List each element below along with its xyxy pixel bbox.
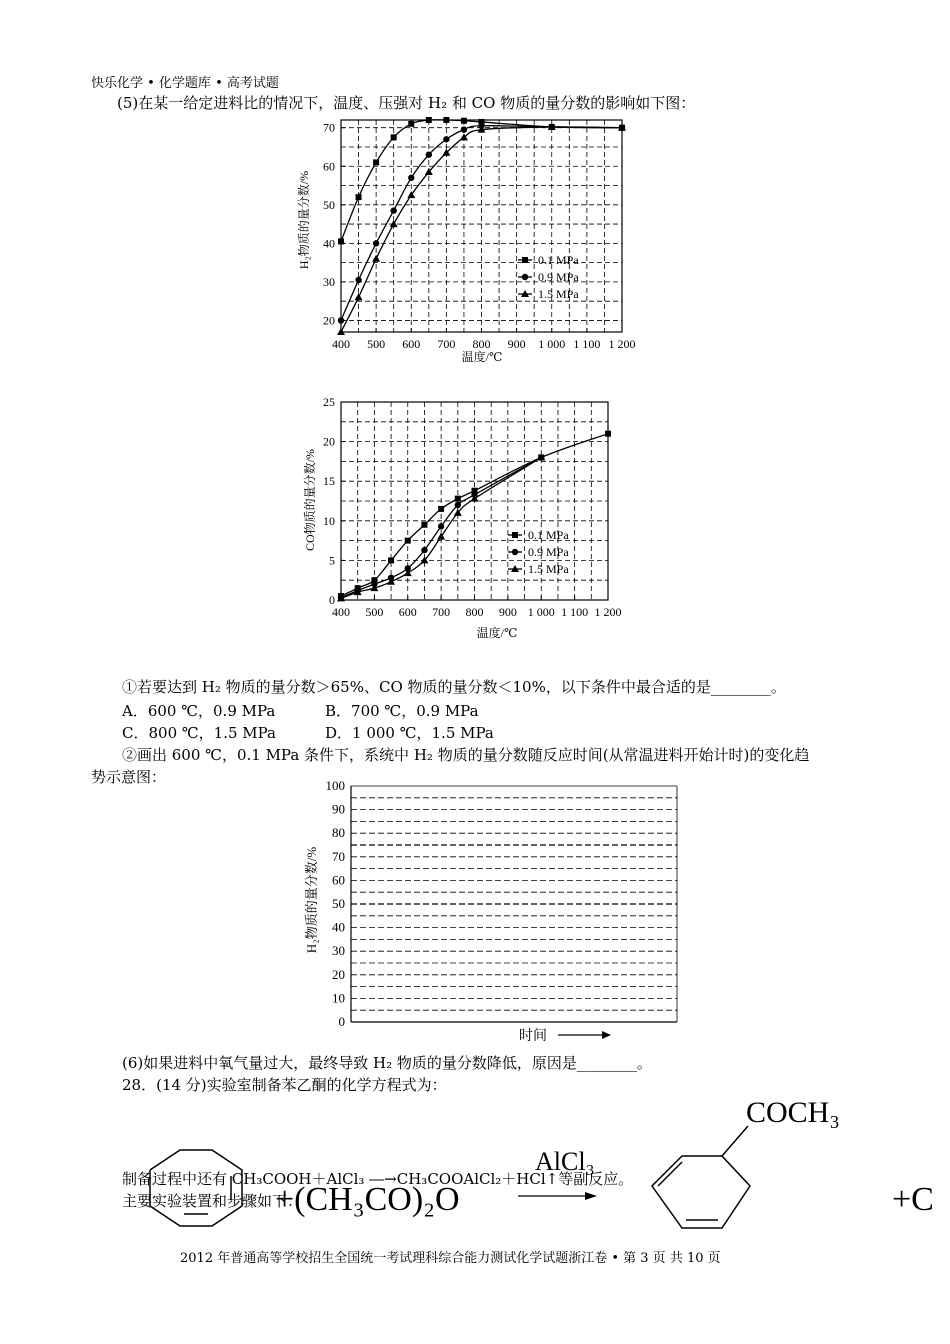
data-point: [390, 220, 398, 227]
q6: (6)如果进料中氧气量过大，最终导致 H₂ 物质的量分数降低，原因是________。: [122, 1054, 652, 1072]
data-point: [355, 277, 361, 283]
page-footer: 2012 年普通高等学校招生全国统一考试理科综合能力测试化学试题浙江卷 • 第 3 页 共 10 页: [180, 1251, 721, 1266]
data-point: [461, 126, 467, 132]
y-tick-label: 0: [329, 593, 335, 607]
x-tick-label: 900: [498, 605, 517, 619]
y-tick-label: 40: [323, 236, 335, 251]
x-tick-label: 700: [432, 605, 451, 619]
y-tick-label: 90: [332, 801, 345, 817]
legend-label: 0.9 MPa: [538, 270, 579, 284]
reaction-arrow-icon: [585, 1192, 597, 1200]
y-tick-label: 40: [332, 919, 345, 935]
q5-part2-line1: ②画出 600 ℃，0.1 MPa 条件下，系统中 H₂ 物质的量分数随反应时间(从常温进料开始计时)的变化趋: [122, 746, 810, 764]
data-point: [338, 238, 344, 244]
data-point: [455, 496, 461, 502]
data-point: [461, 118, 467, 124]
equation-substituent: COCH₃: [746, 1096, 840, 1129]
chart2-xlabel: 温度/℃: [476, 626, 518, 640]
chart1-xlabel: 温度/℃: [461, 350, 503, 364]
x-tick-label: 1 200: [608, 337, 636, 351]
y-tick-label: 20: [332, 966, 345, 982]
x-tick-label: 500: [365, 605, 384, 619]
x-tick-label: 800: [465, 605, 484, 619]
data-point: [438, 506, 444, 512]
page-header: 快乐化学 • 化学题库 • 高考试题: [91, 76, 279, 91]
x-tick-label: 600: [398, 605, 417, 619]
data-point: [356, 194, 362, 200]
legend-marker: [512, 532, 518, 538]
option-c: C．800 ℃，1.5 MPa: [122, 724, 276, 742]
data-point: [338, 317, 344, 323]
option-a: A．600 ℃，0.9 MPa: [122, 702, 276, 720]
chart2-series: [337, 431, 611, 602]
q5-part1: ①若要达到 H₂ 物质的量分数＞65%、CO 物质的量分数＜10%，以下条件中最合适的是________。: [122, 678, 786, 696]
y-tick-label: 70: [323, 120, 335, 135]
data-point: [388, 557, 394, 563]
legend-label: 0.1 MPa: [538, 253, 579, 267]
q28-steps: 主要实验装置和步骤如下：: [122, 1192, 303, 1210]
equation-catalyst: AlCl₃: [535, 1147, 595, 1176]
equation-tail: +C: [892, 1181, 934, 1218]
chart3-grid: [351, 798, 677, 1010]
legend-label: 0.9 MPa: [528, 545, 569, 559]
x-tick-label: 1 000: [538, 337, 566, 351]
data-point: [443, 117, 449, 123]
y-tick-label: 15: [323, 474, 335, 489]
legend-label: 1.5 MPa: [528, 562, 569, 576]
data-point: [373, 240, 379, 246]
y-tick-label: 20: [323, 313, 335, 328]
equation-reagent: +(CH₃CO)₂O: [275, 1181, 460, 1218]
data-point: [390, 207, 396, 213]
q28-side-reaction: 制备过程中还有 CH₃COOH＋AlCl₃ ―→CH₃COOAlCl₂＋HCl↑等副反应。: [122, 1170, 634, 1188]
q28: 28．(14 分)实验室制备苯乙酮的化学方程式为：: [122, 1076, 447, 1094]
blank-answer-chart: [300, 778, 684, 1046]
option-b: B．700 ℃，0.9 MPa: [325, 702, 479, 720]
q5-part2-line2: 势示意图：: [91, 768, 167, 786]
y-tick-label: 30: [332, 943, 345, 959]
x-tick-label: 1 200: [594, 605, 622, 619]
time-arrow-icon: [558, 1031, 611, 1039]
y-tick-label: 30: [323, 274, 335, 289]
y-tick-label: 25: [323, 395, 335, 409]
x-tick-label: 400: [332, 337, 350, 351]
data-point: [426, 151, 432, 157]
y-tick-label: 80: [332, 825, 345, 841]
data-point: [605, 431, 611, 437]
y-tick-label: 50: [323, 197, 335, 212]
legend-marker: [512, 549, 518, 555]
x-tick-label: 800: [472, 337, 491, 351]
x-tick-label: 1 100: [573, 337, 601, 351]
y-tick-label: 10: [332, 990, 345, 1006]
y-tick-label: 100: [325, 778, 345, 793]
data-point: [355, 293, 363, 300]
data-point: [426, 117, 432, 123]
y-tick-label: 20: [323, 434, 335, 449]
chart3-ylabel: H₂物质的量分数/%: [304, 846, 319, 954]
y-tick-label: 60: [323, 159, 335, 174]
x-tick-label: 700: [437, 337, 456, 351]
x-tick-label: 600: [402, 337, 421, 351]
x-tick-label: 900: [507, 337, 526, 351]
data-point: [391, 134, 397, 140]
y-tick-label: 0: [338, 1014, 345, 1029]
y-tick-label: 10: [323, 513, 335, 528]
benzene-ring-product: [652, 1126, 750, 1228]
chart1-legend: [518, 253, 579, 301]
legend-marker: [522, 257, 528, 263]
co-fraction-chart: [290, 390, 650, 645]
chart2-legend: [508, 528, 569, 576]
legend-label: 1.5 MPa: [538, 287, 579, 301]
data-point: [373, 159, 379, 165]
chart2-axes: [323, 395, 622, 619]
x-tick-label: 1 100: [561, 605, 589, 619]
data-point: [372, 255, 380, 262]
data-point: [438, 523, 444, 529]
y-tick-label: 5: [329, 553, 335, 568]
h2-fraction-chart: [290, 108, 650, 370]
chart3-xlabel: 时间: [519, 1029, 547, 1044]
chart1-ylabel: H₂物质的量分数/%: [297, 170, 311, 270]
data-point: [405, 538, 411, 544]
x-tick-label: 400: [332, 605, 350, 619]
legend-label: 0.1 MPa: [528, 528, 569, 542]
x-tick-label: 1 000: [527, 605, 555, 619]
chart1-axes: [323, 120, 636, 351]
y-tick-label: 70: [332, 848, 345, 864]
data-point: [408, 121, 414, 127]
data-point: [443, 136, 449, 142]
data-point: [408, 175, 414, 181]
legend-marker: [522, 274, 528, 280]
data-point: [421, 522, 427, 528]
x-tick-label: 500: [367, 337, 386, 351]
y-tick-label: 50: [332, 896, 345, 911]
chart2-ylabel: CO物质的量分数/%: [303, 448, 317, 552]
q5-intro: (5)在某一给定进料比的情况下，温度、压强对 H₂ 和 CO 物质的量分数的影响如下图：: [117, 94, 696, 112]
option-d: D．1 000 ℃，1.5 MPa: [325, 724, 494, 742]
data-point: [421, 547, 427, 553]
data-point: [455, 502, 461, 508]
y-tick-label: 60: [332, 872, 345, 888]
